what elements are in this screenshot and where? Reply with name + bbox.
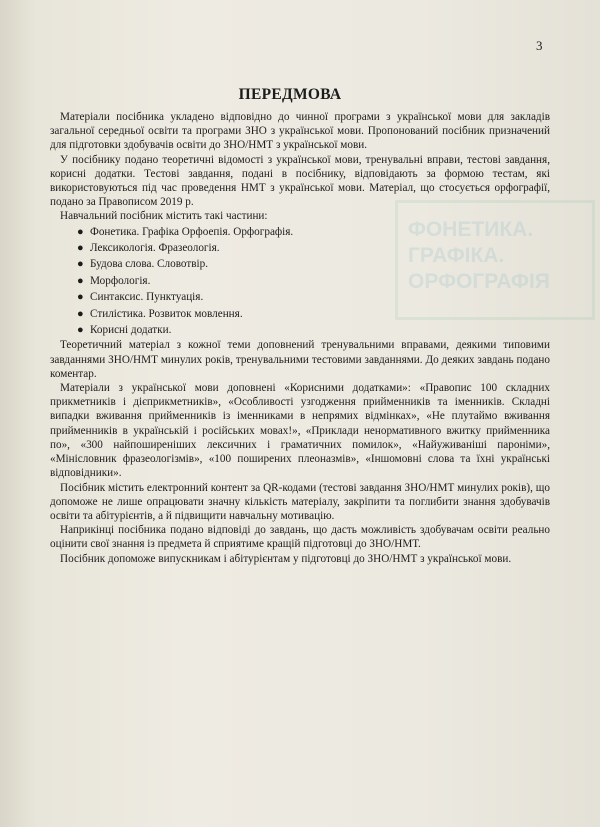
paragraph-parts-heading: Навчальний посібник містить такі частини: — [60, 210, 268, 223]
paragraph-appendices: Матеріали з української мови доповнені «Корисними додатками»: «Правопис 100 складних прикметників і дієприкметників», «Особливості узгодження прийменників та іменників. Складні випадки вживання прийменників із іменниками в непрямих відмінках», «Не плутаймо вживання прийменників в українській і російських мовах!», «Приклади ненормативного вжитку прийменника по», «300 найпоширеніших лексичних і граматичних помилок», «Найуживаніші пароніми», «Мінісловник фразеологізмів», «100 поширених плеоназмів», «Іншомовні слова та їхні українські відповідники». — [50, 382, 550, 480]
list-item: ● Лексикологія. Фразеологія. — [90, 240, 550, 256]
page-title: ПЕРЕДМОВА — [238, 86, 342, 103]
paragraph-answers: Наприкінці посібника подано відповіді до завдань, що дасть можливість здобувачам освіти реально оцінити свої знання із предмета й сприятиме кращій підготовці до ЗНО/НМТ. — [50, 524, 550, 551]
list-item: ● Стилістика. Розвиток мовлення. — [90, 306, 550, 322]
paragraph-qr-content: Посібник містить електронний контент за QR-кодами (тестові завдання ЗНО/НМТ минулих років), що допоможе не лише опрацювати значну кількість матеріалу, закріпити та поглибити знання здобувачів освіти та абітурієнтів, а й підвищити навчальну мотивацію. — [50, 481, 550, 522]
paragraph-theory: Теоретичний матеріал з кожної теми доповнений тренувальними вправами, деякими типовими завданнями ЗНО/НМТ минулих років, тренувальними тестовими завданнями. До деяких завдань подано коментар. — [50, 339, 550, 380]
paragraph-intro: Матеріали посібника укладено відповідно до чинної програми з української мови для закладів загальної середньої освіти та програми ЗНО з української мови. Пропонований посібник призначений для підготовки здобувачів освіти до ЗНО/НМТ з української мови. — [50, 111, 550, 152]
list-item: ● Корисні додатки. — [90, 322, 550, 338]
parts-list — [50, 224, 550, 339]
paragraph-contents: У посібнику подано теоретичні відомості з української мови, тренувальні вправи, тестові завдання, корисні додатки. Тестові завдання, подані в посібнику, відповідають за формою тестам, які використовуються під час проведення НМТ з української мови. Матеріал, що стосується орфографії, подано за Правописом 2019 р. — [50, 153, 550, 209]
bullet-icon: ● — [77, 307, 84, 320]
paragraph-closing: Посібник допоможе випускникам і абітурієнтам у підготовці до ЗНО/НМТ з української мови. — [60, 552, 512, 565]
page-number: 3 — [536, 38, 543, 53]
list-item: ● Фонетика. Графіка Орфоепія. Орфографія. — [90, 224, 550, 240]
list-item: ● Будова слова. Словотвір. — [90, 256, 550, 272]
bullet-icon: ● — [77, 242, 84, 255]
list-item: ● Морфологія. — [90, 273, 550, 289]
bullet-icon: ● — [77, 258, 84, 271]
bullet-icon: ● — [77, 274, 84, 287]
list-item: ● Синтаксис. Пунктуація. — [90, 289, 550, 305]
bullet-icon: ● — [77, 291, 84, 304]
body-text — [50, 110, 550, 566]
bullet-icon: ● — [77, 225, 84, 238]
bleed-through-text: ФОНЕТИКА. ГРАФІКА. ОРФОГРАФІЯ — [395, 200, 595, 320]
bullet-icon: ● — [77, 324, 84, 337]
